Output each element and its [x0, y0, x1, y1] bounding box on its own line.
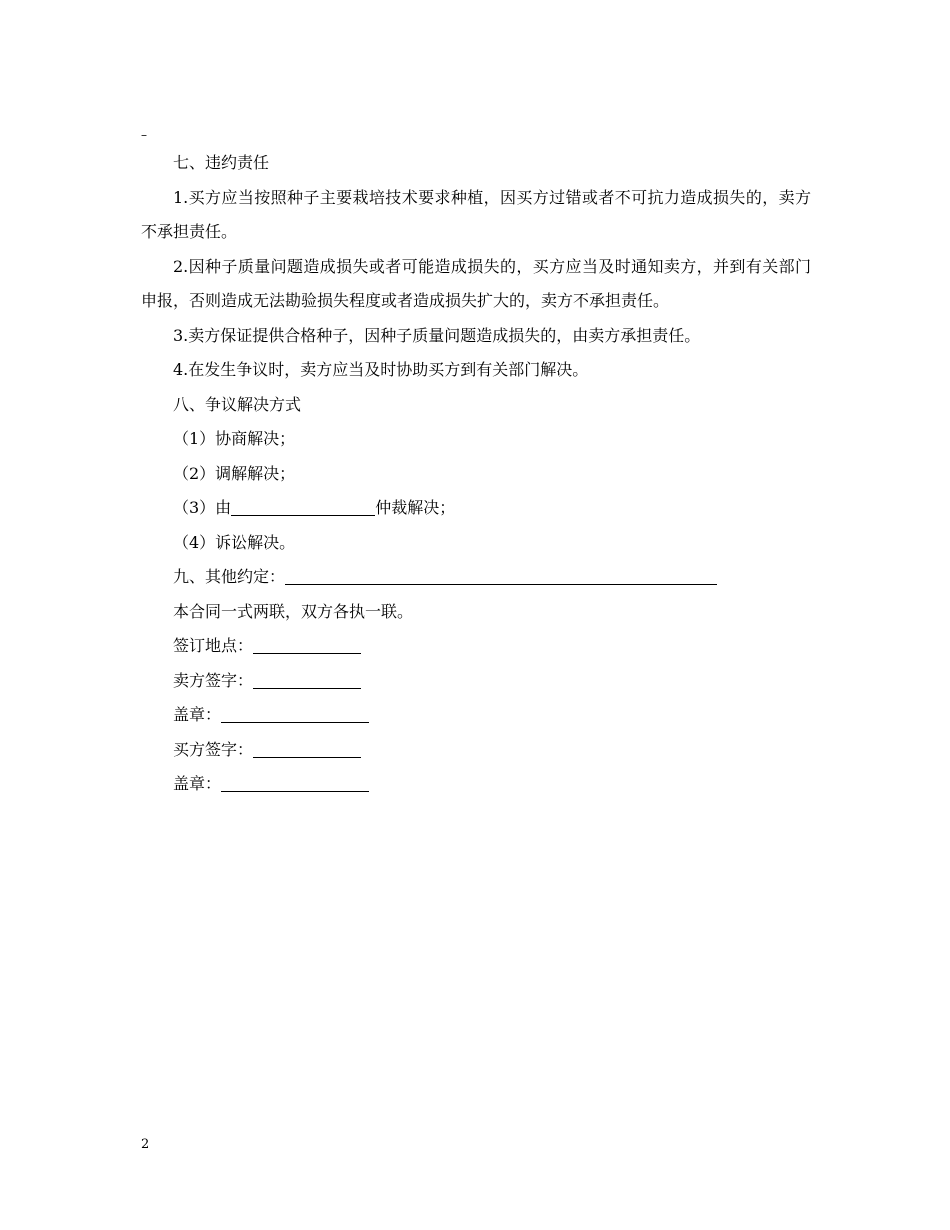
- seller-signature-blank[interactable]: [253, 670, 361, 689]
- header-mark: –: [141, 128, 147, 142]
- signing-place: [141, 629, 811, 664]
- signing-place-blank[interactable]: [253, 635, 361, 654]
- section-7-item-3: 3.卖方保证提供合格种子，因种子质量问题造成损失的，由卖方承担责任。: [173, 325, 701, 345]
- option-3-prefix: （3）由: [173, 498, 232, 517]
- section-8-title: 八、争议解决方式: [173, 394, 302, 414]
- buyer-seal-label: 盖章：: [173, 774, 222, 793]
- seller-seal-label: 盖章：: [173, 705, 222, 724]
- buyer-signature: [141, 733, 811, 768]
- buyer-signature-blank[interactable]: [253, 739, 361, 758]
- seller-signature: [141, 664, 811, 699]
- section-8-option-2: （2）调解解决；: [173, 463, 296, 483]
- option-3-suffix: 仲裁解决；: [375, 498, 456, 517]
- signing-place-label: 签订地点：: [173, 636, 254, 655]
- other-terms-label: 九、其他约定：: [173, 567, 286, 586]
- buyer-signature-label: 买方签字：: [173, 739, 254, 759]
- section-8-option-3: [141, 491, 811, 526]
- section-7-item-4: 4.在发生争议时，卖方应当及时协助买方到有关部门解决。: [173, 360, 589, 379]
- seller-signature-label: 卖方签字：: [173, 670, 254, 690]
- arbitration-blank[interactable]: [231, 497, 375, 516]
- buyer-seal: [141, 767, 811, 802]
- copies-statement: 本合同一式两联，双方各执一联。: [173, 601, 414, 621]
- section-7-item-2: 2.因种子质量问题造成损失或者可能造成损失的，买方应当及时通知卖方，并到有关部门申报，否则造成无法勘验损失程度或者造成损失扩大的，卖方不承担责任。: [141, 256, 811, 310]
- section-9-other-terms: [141, 560, 811, 595]
- other-terms-blank[interactable]: [285, 566, 717, 585]
- seller-seal-blank[interactable]: [221, 704, 369, 723]
- page-number: 2: [141, 1137, 150, 1152]
- section-8-option-4: （4）诉讼解决。: [173, 532, 296, 552]
- buyer-seal-blank[interactable]: [221, 773, 369, 792]
- section-7-title: 七、违约责任: [173, 153, 270, 172]
- document-body: [141, 146, 811, 802]
- section-8-option-1: （1）协商解决；: [173, 429, 296, 448]
- section-7-item-1: 1.买方应当按照种子主要栽培技术要求种植，因买方过错或者不可抗力造成损失的，卖方不承担责任。: [141, 187, 811, 241]
- seller-seal: [141, 698, 811, 733]
